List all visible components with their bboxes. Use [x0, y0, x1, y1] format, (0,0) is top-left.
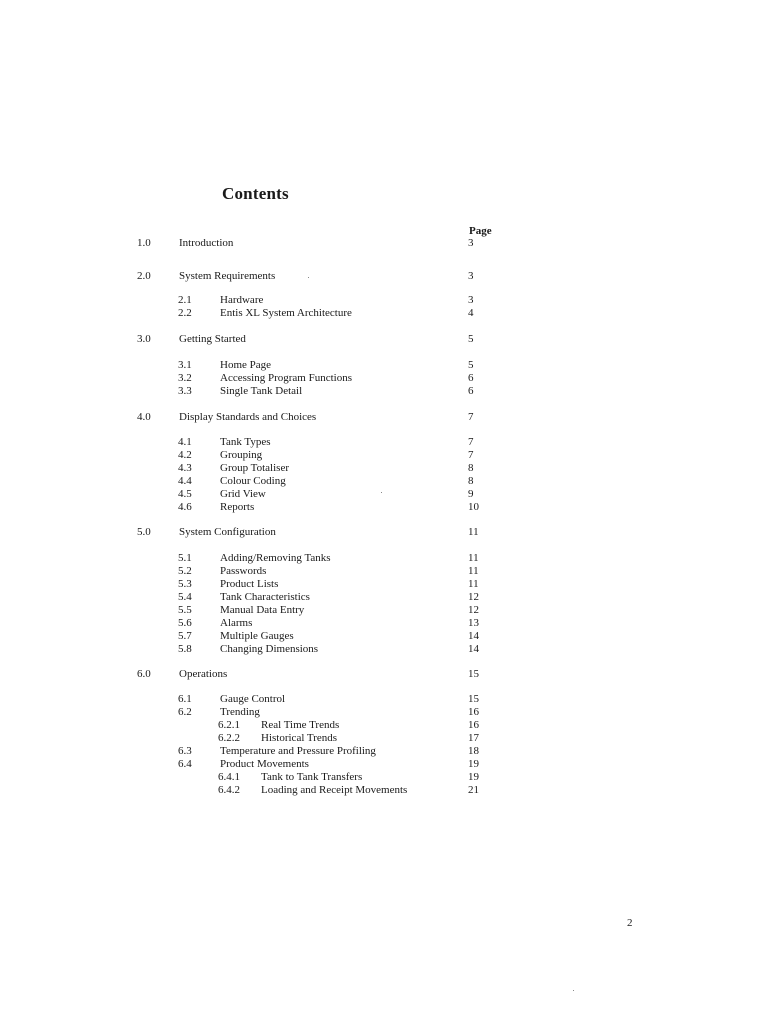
toc-entry-number: 2.0 [137, 270, 151, 282]
toc-entry-title: Getting Started [179, 333, 246, 345]
toc-entry-page: 19 [468, 771, 479, 783]
toc-entry-number: 5.1 [178, 552, 192, 564]
toc-entry-page: 8 [468, 462, 474, 474]
toc-entry-title: System Configuration [179, 526, 276, 538]
toc-entry-title: Real Time Trends [261, 719, 340, 731]
toc-entry-page: 3 [468, 237, 474, 249]
toc-entry-title: System Requirements [179, 270, 276, 282]
toc-entry-number: 4.6 [178, 501, 192, 513]
toc-entry-page: 11 [468, 578, 479, 590]
toc-entry-number: 6.1 [178, 693, 192, 705]
toc-entry-title: Trending [220, 706, 260, 718]
toc-entry-title: Group Totaliser [220, 462, 289, 474]
toc-entry-page: 3 [468, 270, 474, 282]
toc-entry-page: 6 [468, 385, 474, 397]
toc-entry-title: Multiple Gauges [220, 630, 294, 642]
footer-page-number: 2 [627, 917, 633, 929]
toc-entry-title: Single Tank Detail [220, 385, 303, 397]
toc-entry-number: 4.5 [178, 488, 192, 500]
toc-entry-page: 3 [468, 294, 474, 306]
toc-entry-number: 3.3 [178, 385, 192, 397]
toc-entry-number: 2.2 [178, 307, 192, 319]
scan-speck [573, 990, 574, 991]
toc-entry-page: 9 [468, 488, 474, 500]
toc-entry-title: Accessing Program Functions [220, 372, 352, 384]
toc-entry-number: 6.3 [178, 745, 192, 757]
toc-entry-title: Manual Data Entry [220, 604, 305, 616]
toc-entry-title: Alarms [220, 617, 253, 629]
toc-entry-number: 4.0 [137, 411, 151, 423]
toc-entry-title: Changing Dimensions [220, 643, 319, 655]
toc-entry-number: 5.3 [178, 578, 192, 590]
toc-entry-title: Product Movements [220, 758, 309, 770]
toc-entry-page: 11 [468, 565, 479, 577]
toc-entry-page: 7 [468, 436, 474, 448]
scan-speck [308, 277, 309, 278]
toc-entry-title: Tank to Tank Transfers [261, 771, 363, 783]
toc-entry-page: 16 [468, 719, 479, 731]
toc-entry-number: 4.1 [178, 436, 192, 448]
toc-entry-number: 4.2 [178, 449, 192, 461]
toc-entry-page: 13 [468, 617, 479, 629]
toc-entry-page: 15 [468, 668, 479, 680]
toc-entry-page: 8 [468, 475, 474, 487]
toc-entry-title: Entis XL System Architecture [220, 307, 352, 319]
toc-entry-page: 12 [468, 591, 479, 603]
toc-entry-number: 5.6 [178, 617, 192, 629]
toc-entry-number: 6.4.1 [218, 771, 240, 783]
toc-entry-page: 19 [468, 758, 479, 770]
toc-entry-page: 7 [468, 449, 474, 461]
toc-entry-page: 21 [468, 784, 479, 796]
toc-entry-title: Tank Characteristics [220, 591, 310, 603]
toc-entry-title: Historical Trends [261, 732, 338, 744]
toc-entry-page: 14 [468, 630, 479, 642]
toc-entry-title: Display Standards and Choices [179, 411, 317, 423]
toc-entry-number: 1.0 [137, 237, 151, 249]
toc-entry-page: 10 [468, 501, 479, 513]
toc-entry-title: Home Page [220, 359, 272, 371]
toc-entry-page: 12 [468, 604, 479, 616]
toc-entry-number: 6.2.1 [218, 719, 240, 731]
toc-entry-title: Loading and Receipt Movements [261, 784, 408, 796]
toc-entry-number: 4.4 [178, 475, 192, 487]
toc-entry-number: 6.2 [178, 706, 192, 718]
toc-entry-number: 5.2 [178, 565, 192, 577]
toc-entry-page: 4 [468, 307, 474, 319]
toc-entry-title: Colour Coding [220, 475, 286, 487]
toc-entry-number: 5.4 [178, 591, 192, 603]
toc-entry-title: Product Lists [220, 578, 279, 590]
toc-entry-title: Grouping [220, 449, 263, 461]
toc-entry-number: 3.1 [178, 359, 192, 371]
toc-entry-title: Grid View [220, 488, 266, 500]
toc-entry-title: Tank Types [220, 436, 271, 448]
toc-entry-number: 5.7 [178, 630, 192, 642]
toc-entry-page: 16 [468, 706, 479, 718]
toc-entry-number: 6.0 [137, 668, 151, 680]
toc-entry-number: 2.1 [178, 294, 192, 306]
toc-entry-number: 3.0 [137, 333, 151, 345]
toc-entry-number: 6.4.2 [218, 784, 240, 796]
toc-entry-number: 5.8 [178, 643, 192, 655]
toc-entry-page: 5 [468, 359, 474, 371]
toc-entry-title: Temperature and Pressure Profiling [220, 745, 376, 757]
toc-entry-title: Adding/Removing Tanks [220, 552, 331, 564]
toc-entry-page: 6 [468, 372, 474, 384]
toc-entry-title: Gauge Control [220, 693, 286, 705]
toc-entry-number: 5.5 [178, 604, 192, 616]
toc-entry-page: 18 [468, 745, 479, 757]
page-title: Contents [222, 184, 289, 203]
toc-entry-number: 3.2 [178, 372, 192, 384]
toc-entry-page: 11 [468, 552, 479, 564]
toc-entry-number: 4.3 [178, 462, 192, 474]
page-column-header: Page [469, 225, 492, 237]
toc-entry-number: 5.0 [137, 526, 151, 538]
toc-entry-page: 17 [468, 732, 479, 744]
toc-entry-title: Passwords [220, 565, 267, 577]
toc-entry-number: 6.2.2 [218, 732, 240, 744]
toc-entry-page: 5 [468, 333, 474, 345]
toc-entry-page: 15 [468, 693, 479, 705]
toc-entry-title: Introduction [179, 237, 234, 249]
toc-entry-page: 14 [468, 643, 479, 655]
scan-speck [381, 492, 382, 493]
toc-entry-page: 7 [468, 411, 474, 423]
toc-entry-title: Hardware [220, 294, 264, 306]
toc-entry-title: Operations [179, 668, 228, 680]
toc-entry-title: Reports [220, 501, 255, 513]
toc-entry-page: 11 [468, 526, 479, 538]
toc-entry-number: 6.4 [178, 758, 192, 770]
